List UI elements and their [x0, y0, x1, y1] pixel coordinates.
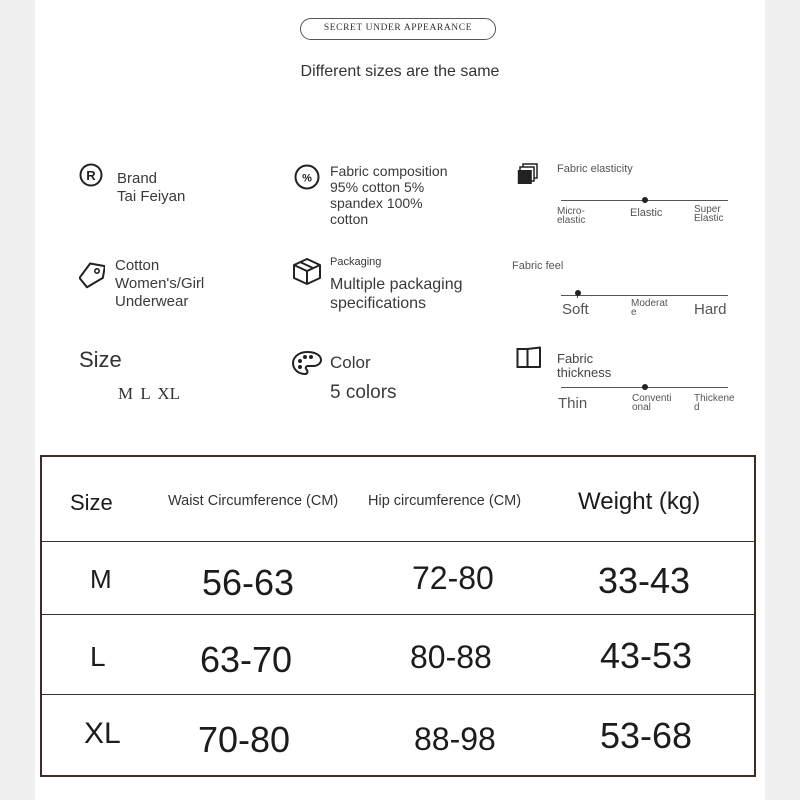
tag-icon — [79, 262, 105, 290]
row-hip: 80-88 — [410, 639, 492, 675]
size-label: Size — [79, 347, 122, 372]
row-size: M — [90, 564, 112, 594]
size-chart-table — [40, 455, 756, 777]
fabric-line1: 95% cotton 5% — [330, 179, 425, 195]
category-line1: Cotton — [115, 257, 160, 274]
table-row — [42, 614, 754, 695]
size-value: M L XL — [118, 384, 181, 403]
secret-badge: SECRET UNDER APPEARANCE — [300, 18, 496, 40]
header-weight: Weight (kg) — [578, 488, 701, 515]
row-hip: 72-80 — [412, 560, 494, 596]
elasticity-mid: Elastic — [630, 207, 663, 219]
brand-value: Tai Feiyan — [117, 188, 186, 205]
thickness-mid: Conventi onal — [632, 393, 672, 413]
category-line3: Underwear — [115, 293, 189, 310]
packaging-line2: specifications — [330, 295, 427, 312]
svg-text:%: % — [302, 172, 312, 185]
elasticity-marker — [642, 197, 648, 203]
fabric-line3: cotton — [330, 211, 369, 227]
thickness-low: Thin — [558, 395, 588, 412]
row-waist: 70-80 — [198, 719, 291, 760]
table-row — [42, 541, 754, 615]
thickness-high: Thickene d — [694, 393, 735, 413]
elasticity-title: Fabric elasticity — [557, 163, 633, 175]
row-hip: 88-98 — [414, 721, 496, 757]
feel-low: Soft — [562, 301, 589, 318]
fabric-layers-icon — [517, 163, 539, 185]
row-size: XL — [84, 717, 121, 750]
table-row — [42, 694, 754, 776]
elasticity-low: Micro- elastic — [557, 206, 586, 226]
thickness-marker — [642, 384, 648, 390]
row-weight: 43-53 — [600, 635, 693, 676]
row-waist: 56-63 — [202, 562, 295, 603]
packaging-line1: Multiple packaging — [330, 276, 463, 293]
feel-high: Hard — [694, 301, 727, 318]
header-waist: Waist Circumference (CM) — [168, 493, 339, 509]
thickness-title2: thickness — [557, 365, 612, 380]
svg-text:R: R — [86, 168, 96, 183]
color-label: Color — [330, 353, 371, 372]
percent-icon — [293, 163, 321, 191]
page-subtitle: Different sizes are the same — [300, 63, 500, 80]
row-size: L — [90, 641, 106, 672]
header-size: Size — [70, 490, 113, 515]
header-hip: Hip circumference (CM) — [368, 493, 522, 509]
fabric-label: Fabric composition — [330, 163, 448, 179]
registered-icon — [79, 163, 103, 187]
palette-icon — [291, 350, 323, 376]
color-value: 5 colors — [330, 382, 397, 403]
feel-marker — [575, 290, 581, 296]
feel-mid: Moderat e — [631, 298, 668, 318]
book-icon — [516, 346, 544, 370]
feel-title: Fabric feel — [512, 260, 564, 272]
elasticity-high: Super Elastic — [694, 204, 724, 224]
package-icon — [291, 256, 323, 286]
row-weight: 53-68 — [600, 715, 693, 756]
packaging-label: Packaging — [330, 256, 382, 268]
row-weight: 33-43 — [598, 560, 691, 601]
brand-label: Brand — [117, 170, 158, 187]
fabric-line2: spandex 100% — [330, 195, 423, 211]
category-line2: Women's/Girl — [115, 275, 205, 292]
thickness-title1: Fabric — [557, 351, 594, 366]
feel-scale — [561, 295, 728, 296]
row-waist: 63-70 — [200, 639, 293, 680]
